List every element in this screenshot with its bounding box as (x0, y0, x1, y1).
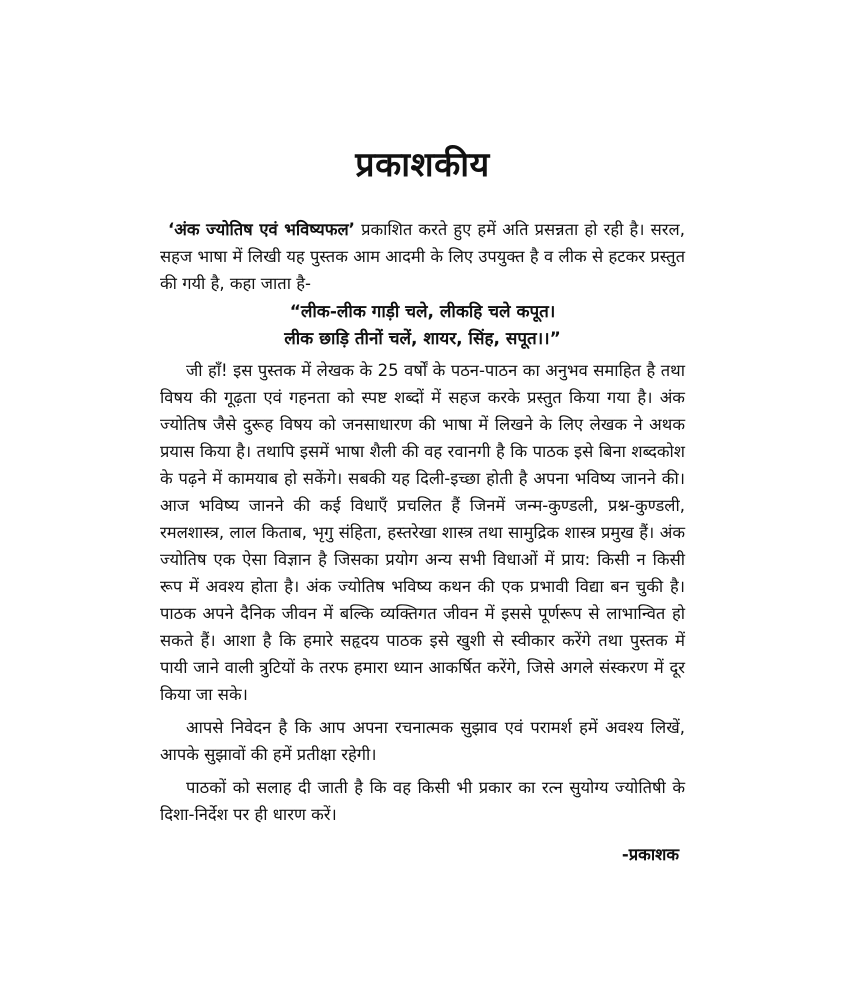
quote-line-2: लीक छाड़ि तीनों चलें, शायर, सिंह, सपूत।।” (284, 329, 561, 349)
intro-text: प्रकाशित करते हुए हमें अति प्रसन्नता हो रही है। सरल, सहज भाषा में लिखी यह पुस्तक आम आदमी के लिए उपयुक्त है व लीक से हटकर प्रस्तुत की गयी है, कहा जाता है- (160, 220, 685, 293)
document-page (160, 140, 685, 865)
body-paragraph-3: पाठकों को सलाह दी जाती है कि वह किसी भी प्रकार का रत्न सुयोग्य ज्योतिषी के दिशा-निर्देश पर ही धारण करें। (160, 778, 685, 824)
quote-block (160, 299, 685, 353)
page-title: प्रकाशकीय (355, 145, 490, 185)
body-paragraph-1: जी हाँ! इस पुस्तक में लेखक के 25 वर्षों के पठन-पाठन का अनुभव समाहित है तथा विषय की गूढ़ता एवं गहनता को स्पष्ट शब्दों में सहज करके प्रस्तुत किया गया है। अंक ज्योतिष जैसे दुरूह विषय को जनसाधारण की भाषा में लिखने के लिए लेखक ने अथक प्रयास किया है। तथापि इसमें भाषा शैली की वह रवानगी है कि पाठक इसे बिना शब्दकोश के पढ़ने में कामयाब हो सकेंगे। सबकी यह दिली-इच्छा होती है अपना भविष्य जानने की। आज भविष्य जानने की कई विधाएँ प्रचलित हैं जिनमें जन्म-कुण्डली, प्रश्न-कुण्डली, रमलशास्त्र, लाल किताब, भृगु संहिता, हस्तरेखा शास्त्र तथा सामुद्रिक शास्त्र प्रमुख हैं। अंक ज्योतिष एक ऐसा विज्ञान है जिसका प्रयोग अन्य सभी विधाओं में प्राय: किसी न किसी रूप में अवश्य होता है। अंक ज्योतिष भविष्य कथन की एक प्रभावी विद्या बन चुकी है। पाठक अपने दैनिक जीवन में बल्कि व्यक्तिगत जीवन में इससे पूर्णरूप से लाभान्वित हो सकते हैं। आशा है कि हमारे सहृदय पाठक इसे खुशी से स्वीकार करेंगे तथा पुस्तक में पायी जाने वाली त्रुटियों के तरफ हमारा ध्यान आकर्षित करेंगे, जिसे अगले संस्करण में दूर किया जा सके। (160, 361, 685, 704)
body-paragraph-2: आपसे निवेदन है कि आप अपना रचनात्मक सुझाव एवं परामर्श हमें अवश्य लिखें, आपके सुझावों की हमें प्रतीक्षा रहेगी। (160, 718, 685, 764)
intro-paragraph (160, 216, 685, 297)
quote-line-1: “लीक-लीक गाड़ी चले, लीकहि चले कपूत। (289, 302, 556, 322)
book-title: ‘अंक ज्योतिष एवं भविष्यफल’ (168, 220, 355, 239)
publisher-signature: -प्रकाशक (621, 845, 679, 864)
